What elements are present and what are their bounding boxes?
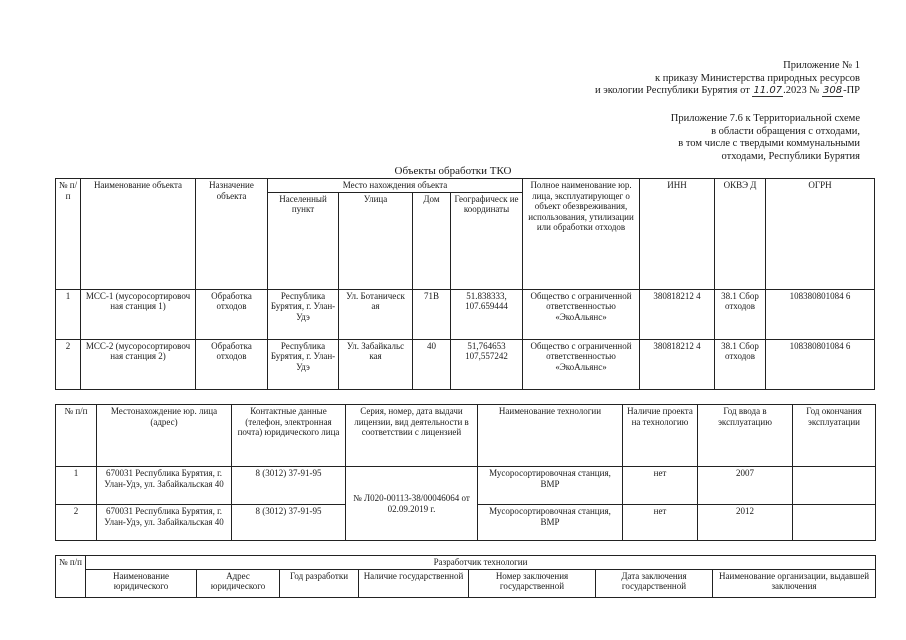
- header-num: № п/п: [56, 179, 81, 290]
- cell-operator: Общество с ограниченной ответственностью «ЭкоАльянс»: [523, 339, 640, 389]
- header-location: Место нахождения объекта: [268, 179, 523, 193]
- appendix-line1: Приложение № 1: [783, 60, 860, 71]
- document-title: Объекты обработки ТКО: [394, 165, 512, 177]
- scheme-line2: в области обращения с отходами,: [711, 125, 860, 137]
- cell-year-start: 2007: [698, 467, 793, 505]
- cell-inn: 380818212 4: [640, 339, 715, 389]
- header-legal-name: Наименование юридического: [86, 569, 197, 597]
- header-year-end: Год окончания эксплуатации: [793, 405, 876, 467]
- header-conclusion-date: Дата заключения государственной: [596, 569, 713, 597]
- cell-okved: 38.1 Сбор отходов: [715, 289, 766, 339]
- header-okved: ОКВЭ Д: [715, 179, 766, 290]
- header-address: Местонахождение юр. лица (адрес): [97, 405, 232, 467]
- cell-ogrn: 108380801084 6: [766, 339, 875, 389]
- cell-street: Ул. Забайкальс кая: [339, 339, 413, 389]
- cell-technology: Мусоросортировочная станция, ВМР: [478, 467, 623, 505]
- table-row: [56, 467, 876, 505]
- handwritten-number: 308: [822, 85, 843, 96]
- header-settlement: Населенный пункт: [268, 192, 339, 289]
- header-state-expertise: Наличие государственной: [359, 569, 469, 597]
- cell-house: 71В: [413, 289, 451, 339]
- scheme-line4: отходами, Республики Бурятия: [721, 150, 860, 162]
- cell-coordinates: 51,764653 107,557242: [451, 339, 523, 389]
- cell-ogrn: 108380801084 6: [766, 289, 875, 339]
- table-row: [56, 339, 875, 389]
- scheme-line3: в том числе с твердыми коммунальными: [678, 138, 860, 149]
- cell-street: Ул. Ботаническ ая: [339, 289, 413, 339]
- cell-year-start: 2012: [698, 505, 793, 541]
- cell-year-end: [793, 467, 876, 505]
- cell-project: нет: [623, 467, 698, 505]
- objects-table: [55, 178, 875, 390]
- cell-num: 2: [56, 339, 81, 389]
- scheme-header: [671, 113, 860, 163]
- scheme-line1: Приложение 7.6 к Территориальной схеме: [670, 113, 860, 124]
- cell-inn: 380818212 4: [640, 289, 715, 339]
- header-contacts: Контактные данные (телефон, электронная почта) юридического лица: [232, 405, 346, 467]
- header-num: № п/п: [56, 405, 97, 467]
- cell-num: 2: [56, 505, 97, 541]
- header-street: Улица: [339, 192, 413, 289]
- cell-coordinates: 51.838333, 107.659444: [451, 289, 523, 339]
- header-object-name: Наименование объекта: [81, 179, 196, 290]
- cell-contacts: 8 (3012) 37-91-95: [232, 505, 346, 541]
- header-inn: ИНН: [640, 179, 715, 290]
- cell-technology: Мусоросортировочная станция, ВМР: [478, 505, 623, 541]
- cell-num: 1: [56, 467, 97, 505]
- appendix-line3-suffix: -ПР: [843, 85, 860, 96]
- cell-house: 40: [413, 339, 451, 389]
- cell-okved: 38.1 Сбор отходов: [715, 339, 766, 389]
- cell-project: нет: [623, 505, 698, 541]
- cell-object-name: МСС-2 (мусоросортировоч ная станция 2): [81, 339, 196, 389]
- handwritten-date: 11.07: [753, 85, 783, 96]
- cell-address: 670031 Республика Бурятия, г. Улан-Удэ, ул. Забайкальская 40: [97, 505, 232, 541]
- cell-operator: Общество с ограниченной ответственностью «ЭкоАльянс»: [523, 289, 640, 339]
- header-technology: Наименование технологии: [478, 405, 623, 467]
- operator-details-table: [55, 404, 876, 541]
- cell-year-end: [793, 505, 876, 541]
- header-dev-year: Год разработки: [280, 569, 359, 597]
- cell-settlement: Республика Бурятия, г. Улан-Удэ: [268, 339, 339, 389]
- header-issuer: Наименование организации, выдавшей заключения: [713, 569, 876, 597]
- cell-object-name: МСС-1 (мусоросортировоч ная станция 1): [81, 289, 196, 339]
- header-house: Дом: [413, 192, 451, 289]
- header-developer: Разработчик технологии: [86, 556, 876, 570]
- cell-purpose: Обработка отходов: [196, 339, 268, 389]
- header-year-start: Год ввода в эксплуатацию: [698, 405, 793, 467]
- cell-purpose: Обработка отходов: [196, 289, 268, 339]
- header-num: № п/п: [56, 556, 86, 598]
- cell-num: 1: [56, 289, 81, 339]
- cell-settlement: Республика Бурятия, г. Улан-Удэ: [268, 289, 339, 339]
- header-legal-address: Адрес юридического: [197, 569, 280, 597]
- appendix-line2: к приказу Министерства природных ресурсов: [655, 72, 860, 84]
- table-row: [56, 289, 875, 339]
- technology-developer-table: [55, 555, 876, 598]
- header-license: Серия, номер, дата выдачи лицензии, вид деятельности в соответствии с лицензией: [346, 405, 478, 467]
- cell-address: 670031 Республика Бурятия, г. Улан-Удэ, ул. Забайкальская 40: [97, 467, 232, 505]
- header-project: Наличие проекта на технологию: [623, 405, 698, 467]
- header-purpose: Назначение объекта: [196, 179, 268, 290]
- appendix-line3-year: .2023 №: [783, 85, 820, 96]
- appendix-line3-prefix: и экологии Республики Бурятия от: [594, 85, 750, 96]
- header-operator: Полное наименование юр. лица, эксплуатирующег о объект обезвреживания, использования, утилизации или обработки отходов: [523, 179, 640, 290]
- appendix-header: [595, 60, 860, 98]
- cell-license: № Л020-00113-38/00046064 от 02.09.2019 г.: [346, 467, 478, 541]
- cell-contacts: 8 (3012) 37-91-95: [232, 467, 346, 505]
- header-ogrn: ОГРН: [766, 179, 875, 290]
- appendix-line3: [595, 85, 860, 98]
- header-coordinates: Географическ ие координаты: [451, 192, 523, 289]
- header-conclusion-number: Номер заключения государственной: [469, 569, 596, 597]
